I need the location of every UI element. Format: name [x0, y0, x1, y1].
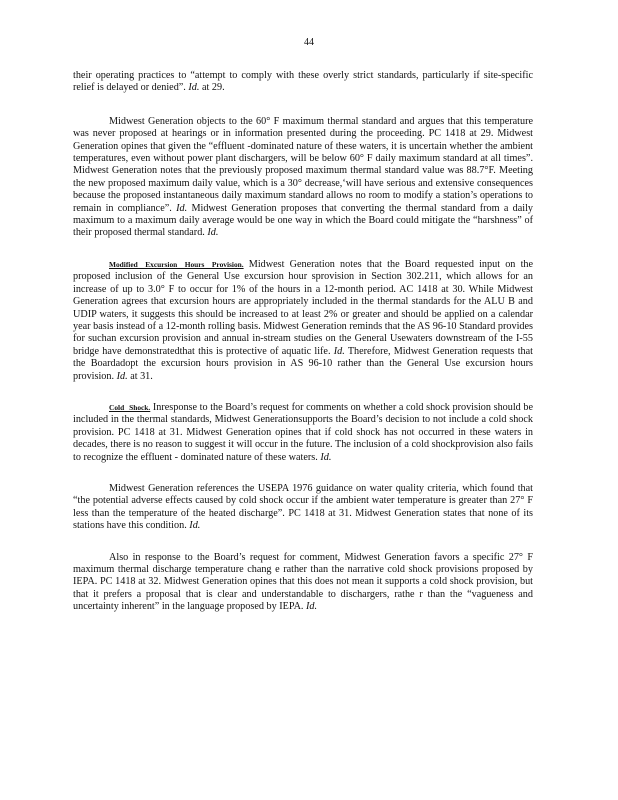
paragraph-text: Also in response to the Board’s request for comment, Midwest Generation favors a specific 27° F maximum thermal discharge temperature chang e rather than the narrative cold shock provisions proposed by IEPA. PC 1418 at 32. Midwest Generation opines that this does not mean it supports a cold shock provision, but that it prefers a proposal that is clear and understandable to dischargers, rathe r than the “vagueness and uncertainty inherent” in the language proposed by IEPA.	[73, 551, 533, 613]
paragraph-cold-shock	[73, 402, 533, 464]
paragraph-text-tail: at 31.	[130, 370, 153, 382]
citation: Id.	[333, 345, 345, 357]
paragraph-text: Midwest Generation notes that the Board requested input on the proposed inclusion of the General Use excursion hour sprovision in Section 302.211, which allows for an increase of up to 3.0° F to occur for 1% of the hours in a 12-month period. AC 1418 at 30. While Midwest Generation agrees that excursion hours are appropriately included in the thermal standards for the ALU B and UDIP waters, it suggests this should be increased to at least 2% or greater and should be applied on a calendar year basis instead of a 12-month rolling basis. Midwest Generation reminds that the AS 96-10 Standard provides for suchan excursion provision and annual in-stream studies on the General Usewaters downstream of the I-55 bridge have demonstratedthat this is protective of aquatic life.	[73, 258, 534, 357]
paragraph-text: Inresponse to the Board’s request for comments on whether a cold shock provision should be included in the thermal standards, Midwest Generationsupports the Board’s decision to not include a cold shock provision. PC 1418 at 31. Midwest Generation opines that if cold shock has not occurred in these waters in decades, there is no reason to suggest it will occur in the future. The inclusion of a cold shockprovision also fails to recognize the effluent - dominated nature of these waters.	[73, 401, 534, 463]
paragraph-usepa-guidance	[73, 483, 533, 533]
citation: Id.	[320, 451, 332, 463]
citation: Id.	[176, 202, 188, 214]
paragraph-continuation	[73, 70, 533, 95]
paragraph-text: Midwest Generation objects to the 60° F maximum thermal standard and argues that this temperature was never proposed at hearings or in information presented during the proceeding. PC 1418 at 29. Midwest Generation opines that given the “effluent -dominated nature of these waters, it is uncertain whether the ambient temperatures, even without power plant dischargers, will be below 60° F daily maximum standard at all times”. Midwest Generation notes that the previously proposed maximum thermal standard value was 88.7°F. Meeting the new proposed maximum daily value, which is a 30° decrease,‘will have serious and extensive consequences because the proposed instantaneous daily maximum standard allows no room to modify a station’s operations to remain in compliance”.	[73, 115, 533, 214]
paragraph-text-tail: at 29.	[202, 82, 225, 94]
paragraph-text-tail: Midwest Generation proposes that converting the thermal standard from a daily maximum to a maximum daily average would be one way in which the Board could mitigate the “harshness” of their proposed thermal standard.	[73, 202, 534, 239]
paragraph-text: their operating practices to “attempt to comply with these overly strict standards, particularly if site-specific relief is delayed or denied”.	[73, 70, 533, 94]
citation: Id.	[189, 520, 201, 532]
citation: Id.	[188, 82, 200, 94]
citation: Id.	[306, 601, 318, 613]
paragraph-excursion-hours	[73, 259, 533, 383]
page-number: 44	[304, 37, 314, 48]
section-heading: Cold Shock.	[109, 402, 151, 412]
paragraph-thermal-standard	[73, 116, 533, 240]
citation: Id.	[116, 370, 128, 382]
citation: Id.	[207, 227, 219, 239]
paragraph-discharge-temperature	[73, 552, 533, 614]
document-body	[73, 70, 533, 633]
section-heading: Modified Excursion Hours Provision.	[109, 259, 244, 269]
paragraph-text: Midwest Generation references the USEPA 1976 guidance on water quality criteria, which found that “the potential adverse effects caused by cold shock occur if the ambient water temperature is greater than 27° F less than the temperature of the heated discharge”. PC 1418 at 31. Midwest Generation states that none of its stations have this condition.	[73, 482, 533, 532]
paragraph-text-tail: Therefore, Midwest Generation requests that the Boardadopt the excursion hours provision in AS 96-10 rather than the General Use excursion hours provision.	[73, 345, 534, 382]
